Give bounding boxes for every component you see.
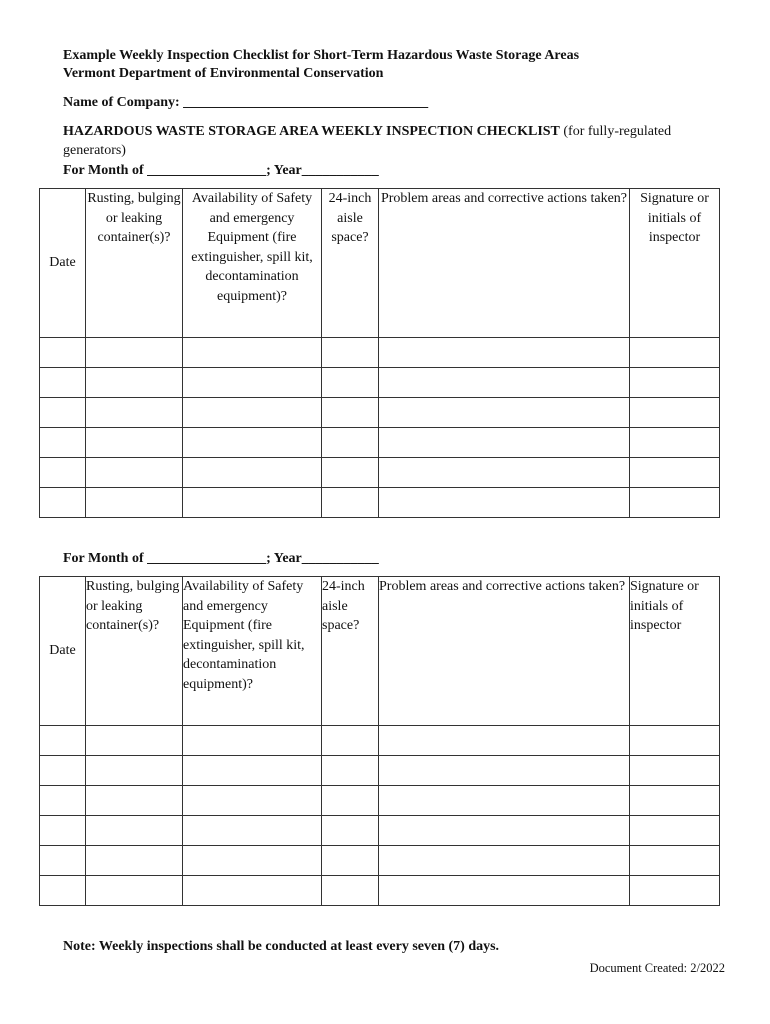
table-cell[interactable] [183, 756, 322, 786]
checklist-heading-note: (for fully-regulated generators) [63, 124, 672, 158]
table-cell[interactable] [322, 488, 379, 518]
document-subtitle: Vermont Department of Environmental Conservation [63, 66, 384, 81]
table-cell[interactable] [40, 726, 86, 756]
table-row [40, 756, 720, 786]
table-cell[interactable] [40, 338, 86, 368]
table-cell[interactable] [40, 428, 86, 458]
table-row [40, 786, 720, 816]
inspection-table [39, 188, 720, 518]
table-row [40, 398, 720, 428]
table-cell[interactable] [86, 816, 183, 846]
table-cell[interactable] [40, 368, 86, 398]
table-cell[interactable] [183, 428, 322, 458]
table-cell[interactable] [379, 338, 630, 368]
table-cell[interactable] [630, 458, 720, 488]
table-cell[interactable] [630, 816, 720, 846]
table-cell[interactable] [322, 756, 379, 786]
table-cell[interactable] [379, 398, 630, 428]
table-cell[interactable] [86, 756, 183, 786]
table-cell[interactable] [40, 846, 86, 876]
table-cell[interactable] [322, 846, 379, 876]
column-header-containers: Rusting, bulging or leaking container(s)? [86, 189, 183, 338]
table-cell[interactable] [40, 876, 86, 906]
column-header-safety-equipment: Availability of Safety and emergency Equipment (fire extinguisher, spill kit, decontamination equipment)? [183, 189, 322, 338]
table-cell[interactable] [630, 488, 720, 518]
table-row [40, 876, 720, 906]
table-cell[interactable] [40, 458, 86, 488]
table-cell[interactable] [40, 488, 86, 518]
checklist-heading-title: HAZARDOUS WASTE STORAGE AREA WEEKLY INSPECTION CHECKLIST [63, 124, 560, 139]
column-header-date: Date [40, 189, 86, 338]
table-cell[interactable] [630, 428, 720, 458]
table-cell[interactable] [379, 368, 630, 398]
inspection-frequency-note: Note: Weekly inspections shall be conducted at least every seven (7) days. [63, 939, 500, 954]
table-cell[interactable] [322, 786, 379, 816]
table-cell[interactable] [40, 398, 86, 428]
table-row [40, 428, 720, 458]
column-header-safety-equipment: Availability of Safety and emergency Equipment (fire extinguisher, spill kit, decontamination equipment)? [183, 577, 322, 726]
table-cell[interactable] [183, 876, 322, 906]
table-cell[interactable] [86, 726, 183, 756]
column-header-signature: Signature or initials of inspector [630, 577, 720, 726]
table-cell[interactable] [379, 726, 630, 756]
table-cell[interactable] [86, 876, 183, 906]
table-cell[interactable] [86, 428, 183, 458]
table-cell[interactable] [630, 726, 720, 756]
table-cell[interactable] [379, 488, 630, 518]
month-year-line: For Month of _________________; Year___________ [63, 163, 379, 178]
document-created-date: Document Created: 2/2022 [589, 961, 725, 975]
table-cell[interactable] [86, 846, 183, 876]
table-cell[interactable] [183, 786, 322, 816]
table-cell[interactable] [86, 786, 183, 816]
column-header-containers: Rusting, bulging or leaking container(s)? [86, 577, 183, 726]
table-cell[interactable] [630, 368, 720, 398]
table-cell[interactable] [630, 876, 720, 906]
table-cell[interactable] [183, 458, 322, 488]
table-cell[interactable] [322, 876, 379, 906]
table-header-row [40, 577, 720, 726]
table-cell[interactable] [86, 488, 183, 518]
table-cell[interactable] [183, 846, 322, 876]
table-cell[interactable] [183, 726, 322, 756]
table-row [40, 458, 720, 488]
table-cell[interactable] [322, 458, 379, 488]
table-cell[interactable] [630, 338, 720, 368]
table-cell[interactable] [322, 726, 379, 756]
table-cell[interactable] [322, 398, 379, 428]
table-header-row [40, 189, 720, 338]
table-cell[interactable] [322, 428, 379, 458]
table-cell[interactable] [86, 338, 183, 368]
table-cell[interactable] [86, 398, 183, 428]
column-header-corrective-actions: Problem areas and corrective actions taken? [379, 577, 630, 726]
table-cell[interactable] [630, 786, 720, 816]
column-header-date: Date [40, 577, 86, 726]
column-header-corrective-actions: Problem areas and corrective actions taken? [379, 189, 630, 338]
table-cell[interactable] [183, 488, 322, 518]
table-cell[interactable] [183, 368, 322, 398]
table-cell[interactable] [322, 816, 379, 846]
column-header-aisle-space: 24-inch aisle space? [322, 577, 379, 726]
table-cell[interactable] [379, 876, 630, 906]
table-cell[interactable] [40, 756, 86, 786]
table-cell[interactable] [86, 368, 183, 398]
table-row [40, 488, 720, 518]
table-cell[interactable] [322, 368, 379, 398]
table-row [40, 726, 720, 756]
column-header-signature: Signature or initials of inspector [630, 189, 720, 338]
month-year-line: For Month of _________________; Year___________ [63, 551, 379, 566]
column-header-aisle-space: 24-inch aisle space? [322, 189, 379, 338]
table-cell[interactable] [379, 756, 630, 786]
table-cell[interactable] [379, 428, 630, 458]
table-cell[interactable] [630, 756, 720, 786]
table-cell[interactable] [86, 458, 183, 488]
table-cell[interactable] [630, 846, 720, 876]
table-cell[interactable] [379, 816, 630, 846]
table-row [40, 368, 720, 398]
table-cell[interactable] [40, 816, 86, 846]
table-cell[interactable] [379, 458, 630, 488]
company-name-line: Name of Company: ___________________________________ [63, 95, 429, 110]
table-cell[interactable] [183, 816, 322, 846]
document-title: Example Weekly Inspection Checklist for Short-Term Hazardous Waste Storage Areas [63, 48, 580, 63]
inspection-table [39, 576, 720, 906]
table-row [40, 816, 720, 846]
table-row [40, 846, 720, 876]
table-row [40, 338, 720, 368]
checklist-heading [63, 122, 733, 160]
table-cell[interactable] [183, 398, 322, 428]
table-cell[interactable] [322, 338, 379, 368]
table-cell[interactable] [379, 846, 630, 876]
table-cell[interactable] [630, 398, 720, 428]
table-cell[interactable] [183, 338, 322, 368]
table-cell[interactable] [379, 786, 630, 816]
table-cell[interactable] [40, 786, 86, 816]
